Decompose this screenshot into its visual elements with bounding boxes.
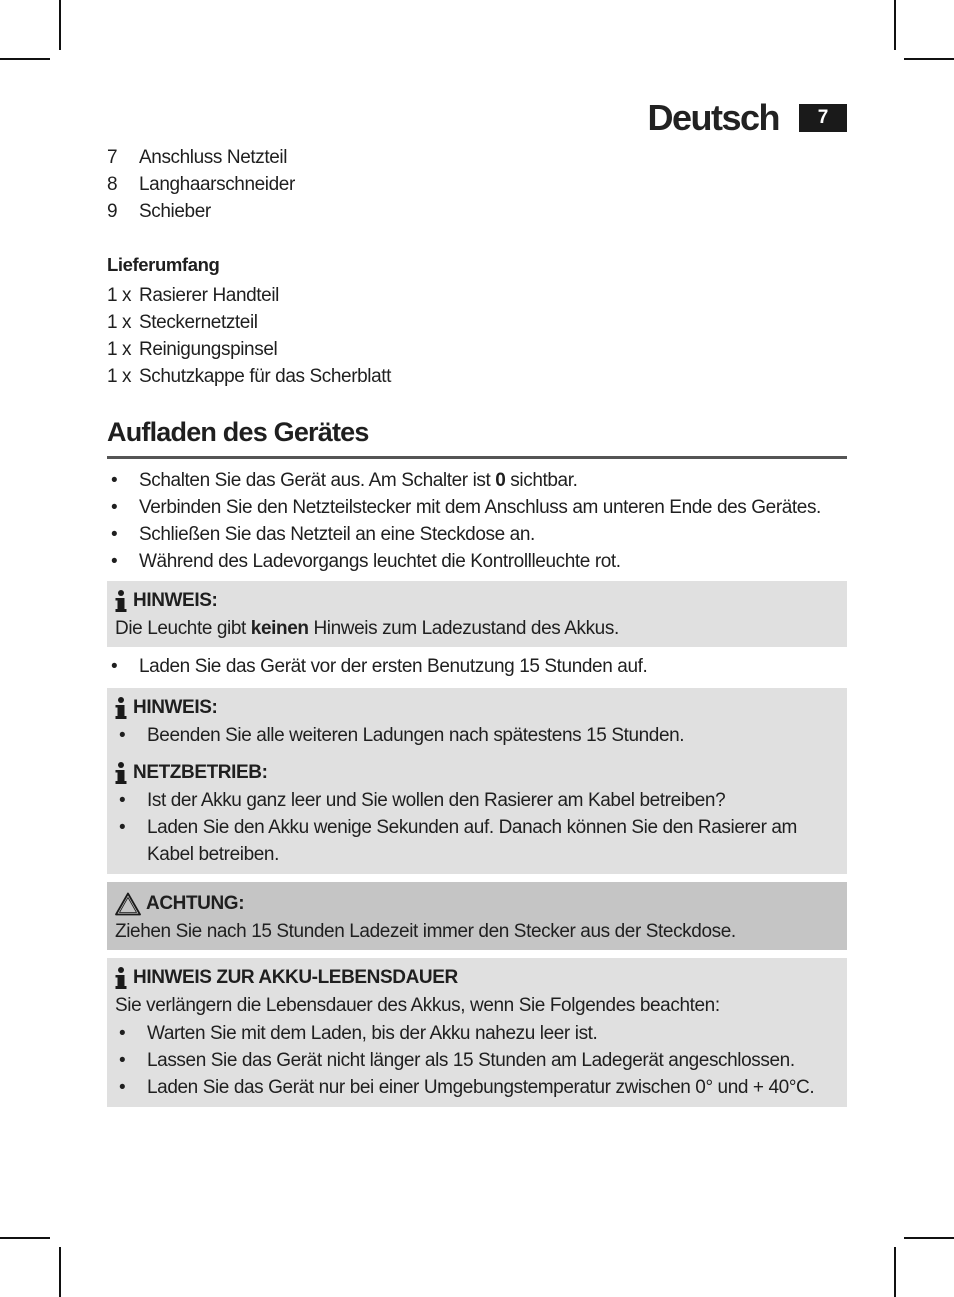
note-item: Beenden Sie alle weiteren Ladungen nach spätestens 15 Stunden. bbox=[147, 725, 685, 746]
text: sichtbar. bbox=[505, 470, 578, 491]
item-label: Schutzkappe für das Scherblatt bbox=[139, 366, 392, 387]
parts-list bbox=[107, 144, 847, 225]
list-item bbox=[107, 198, 847, 225]
step-text: Laden Sie das Gerät vor der ersten Benutzung 15 Stunden auf. bbox=[139, 656, 648, 677]
caution-title-row bbox=[115, 890, 839, 918]
battery-note-title: HINWEIS ZUR AKKU-LEBENSDAUER bbox=[133, 967, 458, 988]
page-header bbox=[647, 96, 847, 140]
text: Hinweis zum Ladezustand des Akkus. bbox=[308, 618, 619, 639]
part-label: Langhaarschneider bbox=[139, 174, 295, 195]
note-box bbox=[107, 688, 847, 874]
page-content bbox=[107, 144, 847, 1113]
list-item bbox=[107, 336, 847, 363]
list-item bbox=[115, 1047, 839, 1074]
bullet: • bbox=[119, 790, 126, 811]
battery-note-item: Warten Sie mit dem Laden, bis der Akku nahezu leer ist. bbox=[147, 1023, 598, 1044]
section-title: Aufladen des Gerätes bbox=[107, 412, 847, 459]
list-item bbox=[115, 1074, 839, 1101]
part-number: 7 bbox=[107, 147, 118, 168]
delivery-list bbox=[107, 282, 847, 390]
caution-title: ACHTUNG: bbox=[146, 893, 245, 914]
info-icon bbox=[115, 967, 127, 989]
mains-list bbox=[115, 787, 839, 868]
note-title-row bbox=[115, 587, 839, 615]
switch-position: 0 bbox=[495, 470, 506, 491]
step-text: Schließen Sie das Netzteil an eine Steckdose an. bbox=[139, 524, 535, 545]
note-text bbox=[115, 615, 839, 643]
text: Die Leuchte gibt bbox=[115, 618, 251, 639]
bullet: • bbox=[119, 725, 126, 746]
battery-note-box bbox=[107, 958, 847, 1107]
item-label: Reinigungspinsel bbox=[139, 339, 278, 360]
list-item bbox=[107, 467, 847, 494]
mains-title-row bbox=[115, 759, 839, 787]
text: Schalten Sie das Gerät aus. Am Schalter ist bbox=[139, 470, 496, 491]
list-item bbox=[107, 653, 847, 680]
warning-triangle-icon bbox=[115, 892, 141, 916]
info-icon bbox=[115, 697, 127, 719]
info-icon bbox=[115, 762, 127, 784]
item-label: Rasierer Handteil bbox=[139, 285, 279, 306]
list-item bbox=[107, 363, 847, 390]
crop-mark bbox=[904, 58, 954, 60]
list-item bbox=[107, 521, 847, 548]
caution-box bbox=[107, 882, 847, 950]
charging-steps-continued bbox=[107, 653, 847, 680]
list-item bbox=[107, 494, 847, 521]
battery-note-list bbox=[115, 1020, 839, 1101]
item-label: Steckernetzteil bbox=[139, 312, 258, 333]
bullet: • bbox=[111, 497, 118, 518]
mains-item: Ist der Akku ganz leer und Sie wollen den Rasierer am Kabel betreiben? bbox=[147, 790, 726, 811]
bullet: • bbox=[119, 1050, 126, 1071]
note-title: HINWEIS: bbox=[133, 697, 218, 718]
step-text: Verbinden Sie den Netzteilstecker mit dem Anschluss am unteren Ende des Gerätes. bbox=[139, 497, 821, 518]
crop-mark bbox=[59, 1247, 61, 1297]
list-item bbox=[107, 282, 847, 309]
list-item bbox=[107, 171, 847, 198]
bullet: • bbox=[111, 656, 118, 677]
list-item bbox=[115, 787, 839, 814]
list-item bbox=[107, 548, 847, 575]
list-item bbox=[107, 309, 847, 336]
mains-title: NETZBETRIEB: bbox=[133, 762, 268, 783]
bullet: • bbox=[119, 1023, 126, 1044]
part-number: 9 bbox=[107, 201, 118, 222]
emphasis: keinen bbox=[250, 618, 309, 639]
delivery-heading: Lieferumfang bbox=[107, 254, 220, 275]
list-item bbox=[115, 722, 839, 749]
list-item bbox=[115, 1020, 839, 1047]
crop-mark bbox=[0, 1237, 50, 1239]
step-text bbox=[139, 467, 577, 494]
battery-note-title-row bbox=[115, 964, 839, 992]
bullet: • bbox=[111, 551, 118, 572]
item-quantity: 1 x bbox=[107, 285, 132, 306]
page-language: Deutsch bbox=[647, 97, 779, 138]
bullet: • bbox=[119, 1077, 126, 1098]
note-title-row bbox=[115, 694, 839, 722]
part-label: Schieber bbox=[139, 201, 211, 222]
mains-item: Laden Sie den Akku wenige Sekunden auf. Danach können Sie den Rasierer am Kabel betreiben. bbox=[147, 817, 797, 865]
list-item bbox=[107, 144, 847, 171]
bullet: • bbox=[119, 817, 126, 838]
bullet: • bbox=[111, 470, 118, 491]
battery-note-intro: Sie verlängern die Lebensdauer des Akkus, wenn Sie Folgendes beachten: bbox=[115, 995, 720, 1016]
crop-mark bbox=[904, 1237, 954, 1239]
step-text: Während des Ladevorgangs leuchtet die Kontrollleuchte rot. bbox=[139, 551, 621, 572]
note-list bbox=[115, 722, 839, 749]
battery-note-item: Lassen Sie das Gerät nicht länger als 15 Stunden am Ladegerät angeschlossen. bbox=[147, 1050, 795, 1071]
crop-mark bbox=[894, 1247, 896, 1297]
note-box bbox=[107, 581, 847, 647]
item-quantity: 1 x bbox=[107, 312, 132, 333]
item-quantity: 1 x bbox=[107, 366, 132, 387]
part-number: 8 bbox=[107, 174, 118, 195]
list-item bbox=[115, 814, 839, 868]
part-label: Anschluss Netzteil bbox=[139, 147, 288, 168]
charging-steps bbox=[107, 467, 847, 575]
page-number-badge: 7 bbox=[799, 104, 847, 132]
note-title: HINWEIS: bbox=[133, 590, 218, 611]
caution-text: Ziehen Sie nach 15 Stunden Ladezeit immer den Stecker aus der Steckdose. bbox=[115, 921, 736, 942]
item-quantity: 1 x bbox=[107, 339, 132, 360]
bullet: • bbox=[111, 524, 118, 545]
info-icon bbox=[115, 590, 127, 612]
crop-mark bbox=[894, 0, 896, 50]
crop-mark bbox=[0, 58, 50, 60]
crop-mark bbox=[59, 0, 61, 50]
battery-note-item: Laden Sie das Gerät nur bei einer Umgebungstemperatur zwischen 0° und + 40°C. bbox=[147, 1077, 815, 1098]
